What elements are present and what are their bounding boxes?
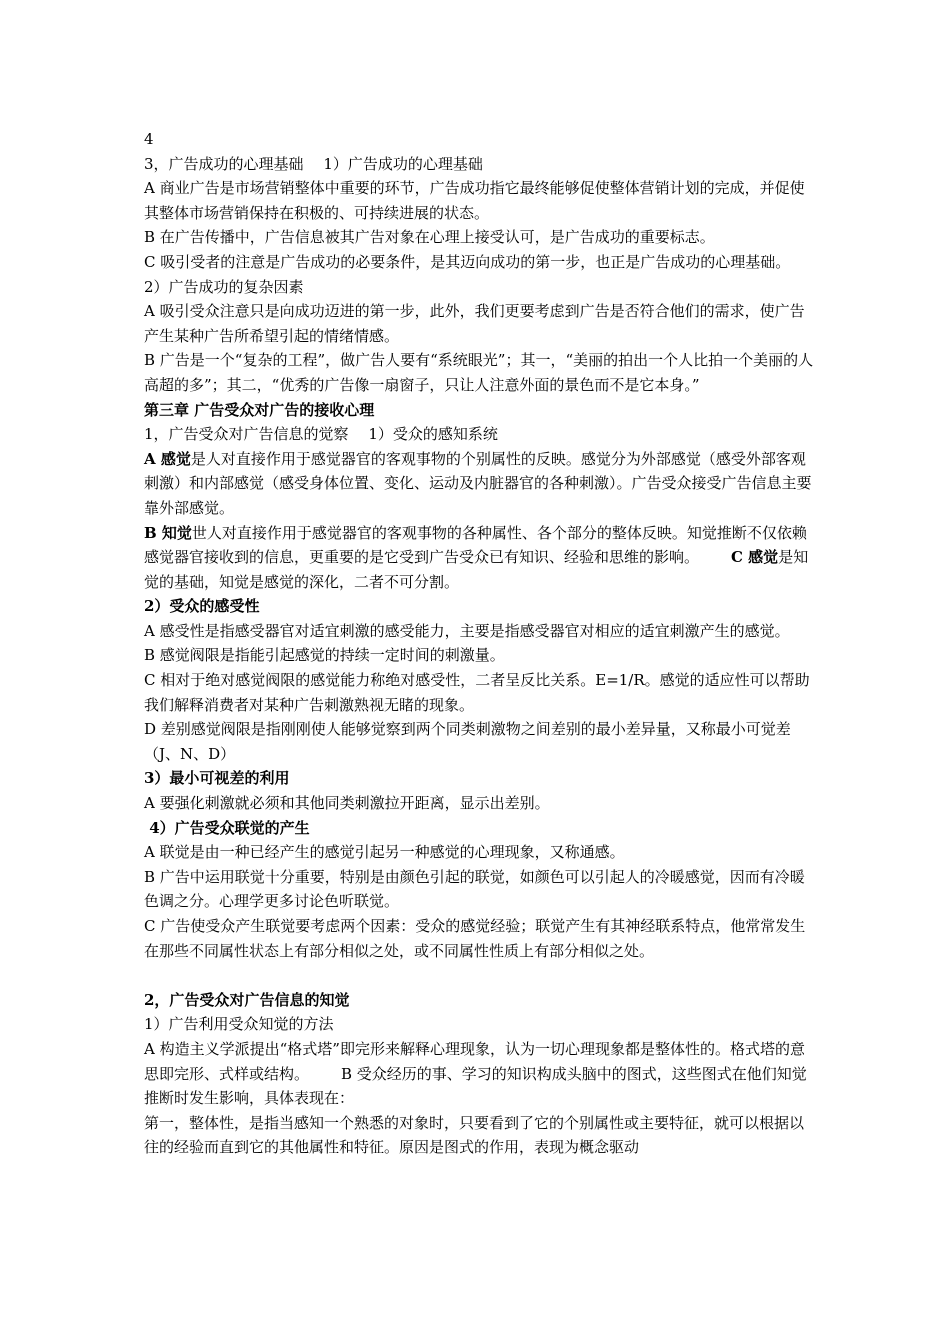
term: A 感觉 xyxy=(144,449,191,468)
subsection-heading: 3）最小可视差的利用 xyxy=(144,769,290,788)
term: B 知觉 xyxy=(144,523,192,542)
paragraph: 第一，整体性，是指当感知一个熟悉的对象时，只要看到了它的个别属性或主要特征，就可以根据以往的经验而直到它的其他属性和特征。原因是图式的作用，表现为概念驱动 xyxy=(144,1113,805,1157)
page-number: 4 xyxy=(144,130,154,148)
subsection-heading: 2）受众的感受性 xyxy=(144,597,260,616)
paragraph xyxy=(144,521,814,595)
paragraph: A 吸引受众注意只是向成功迈进的第一步，此外，我们更要考虑到广告是否符合他们的需求，使广告产生某种广告所希望引起的情绪情感。 xyxy=(144,302,805,345)
paragraph-text: A 构造主义学派提出“格式塔”即完形来解释心理现象，认为一切心理现象都是整体性的。格式塔的意思即完形、式样或结构。 xyxy=(144,1039,805,1083)
paragraph-text: 是知觉的基础，知觉是感觉的深化，二者不可分割。 xyxy=(144,548,809,591)
section-heading: 1，广告受众对广告信息的觉察 1）受众的感知系统 xyxy=(144,425,498,444)
paragraph: B 感觉阀限是指能引起感觉的持续一定时间的刺激量。 xyxy=(144,646,505,665)
paragraph-text: 世人对直接作用于感觉器官的客观事物的各种属性、各个部分的整体反映。知觉推断不仅依赖感觉器官接收到的信息，更重要的是它受到广告受众已有知识、经验和思维的影响。 xyxy=(144,523,807,567)
paragraph xyxy=(144,250,814,299)
subsection-heading: 1）广告利用受众知觉的方法 xyxy=(144,1015,334,1034)
paragraph xyxy=(144,447,814,521)
chapter-title: 第三章 广告受众对广告的接收心理 xyxy=(144,400,375,419)
paragraph: D 差别感觉阀限是指刚刚使人能够觉察到两个同类刺激物之间差别的最小差异量，又称最小可觉差（J、N、D） xyxy=(144,720,791,763)
section-heading: 2，广告受众对广告信息的知觉 xyxy=(144,990,350,1009)
section-heading: 3，广告成功的心理基础 1）广告成功的心理基础 xyxy=(144,154,483,173)
paragraph: C 广告使受众产生联觉要考虑两个因素：受众的感觉经验；联觉产生有其神经联系特点，他常常发生在那些不同属性状态上有部分相似之处，或不同属性性质上有部分相似之处。 xyxy=(144,917,806,960)
paragraph xyxy=(144,1037,814,1111)
paragraph: A 商业广告是市场营销整体中重要的环节，广告成功指它最终能够促使整体营销计划的完成，并促使其整体市场营销保持在积极的、可持续进展的状态。 xyxy=(144,179,805,222)
blank-line xyxy=(144,963,814,988)
document-body xyxy=(144,127,814,1160)
term: C 感觉 xyxy=(731,548,779,567)
paragraph-text: 是人对直接作用于感觉器官的客观事物的个别属性的反映。感觉分为外部感觉（感受外部客观刺激）和内部感觉（感受身体位置、变化、运动及内脏器官的各种刺激）。广告受众接受广告信息主要靠外部感觉。 xyxy=(144,449,812,517)
paragraph: A 联觉是由一种已经产生的感觉引起另一种感觉的心理现象，又称通感。 xyxy=(144,843,625,862)
paragraph-text: B 受众经历的事、学习的知识构成头脑中的图式，这些图式在他们知觉推断时发生影响，具体表现在： xyxy=(144,1064,807,1108)
paragraph-text: C 吸引受者的注意是广告成功的必要条件，是其迈向成功的第一步，也正是广告成功的心理基础。 xyxy=(144,252,791,271)
paragraph: C 相对于绝对感觉阀限的感觉能力称绝对感受性，二者呈反比关系。E=1/R。感觉的适应性可以帮助我们解释消费者对某种广告刺激熟视无睹的现象。 xyxy=(144,671,810,714)
paragraph: B 广告是一个“复杂的工程”，做广告人要有“系统眼光”；其一，“美丽的拍出一个人比拍一个美丽的人高超的多”；其二，“优秀的广告像一扇窗子，只让人注意外面的景色而不是它本身。” xyxy=(144,351,814,394)
paragraph: B 广告中运用联觉十分重要，特别是由颜色引起的联觉，如颜色可以引起人的冷暖感觉，因而有冷暖色调之分。心理学更多讨论色听联觉。 xyxy=(144,867,805,911)
subsection-heading: 4）广告受众联觉的产生 xyxy=(144,818,310,837)
paragraph: B 在广告传播中，广告信息被其广告对象在心理上接受认可，是广告成功的重要标志。 xyxy=(144,228,715,247)
paragraph: A 感受性是指感受器官对适宜刺激的感受能力，主要是指感受器官对相应的适宜刺激产生的感觉。 xyxy=(144,621,790,640)
subsection-heading: 2）广告成功的复杂因素 xyxy=(144,277,304,296)
paragraph: A 要强化刺激就必须和其他同类刺激拉开距离，显示出差别。 xyxy=(144,794,550,813)
